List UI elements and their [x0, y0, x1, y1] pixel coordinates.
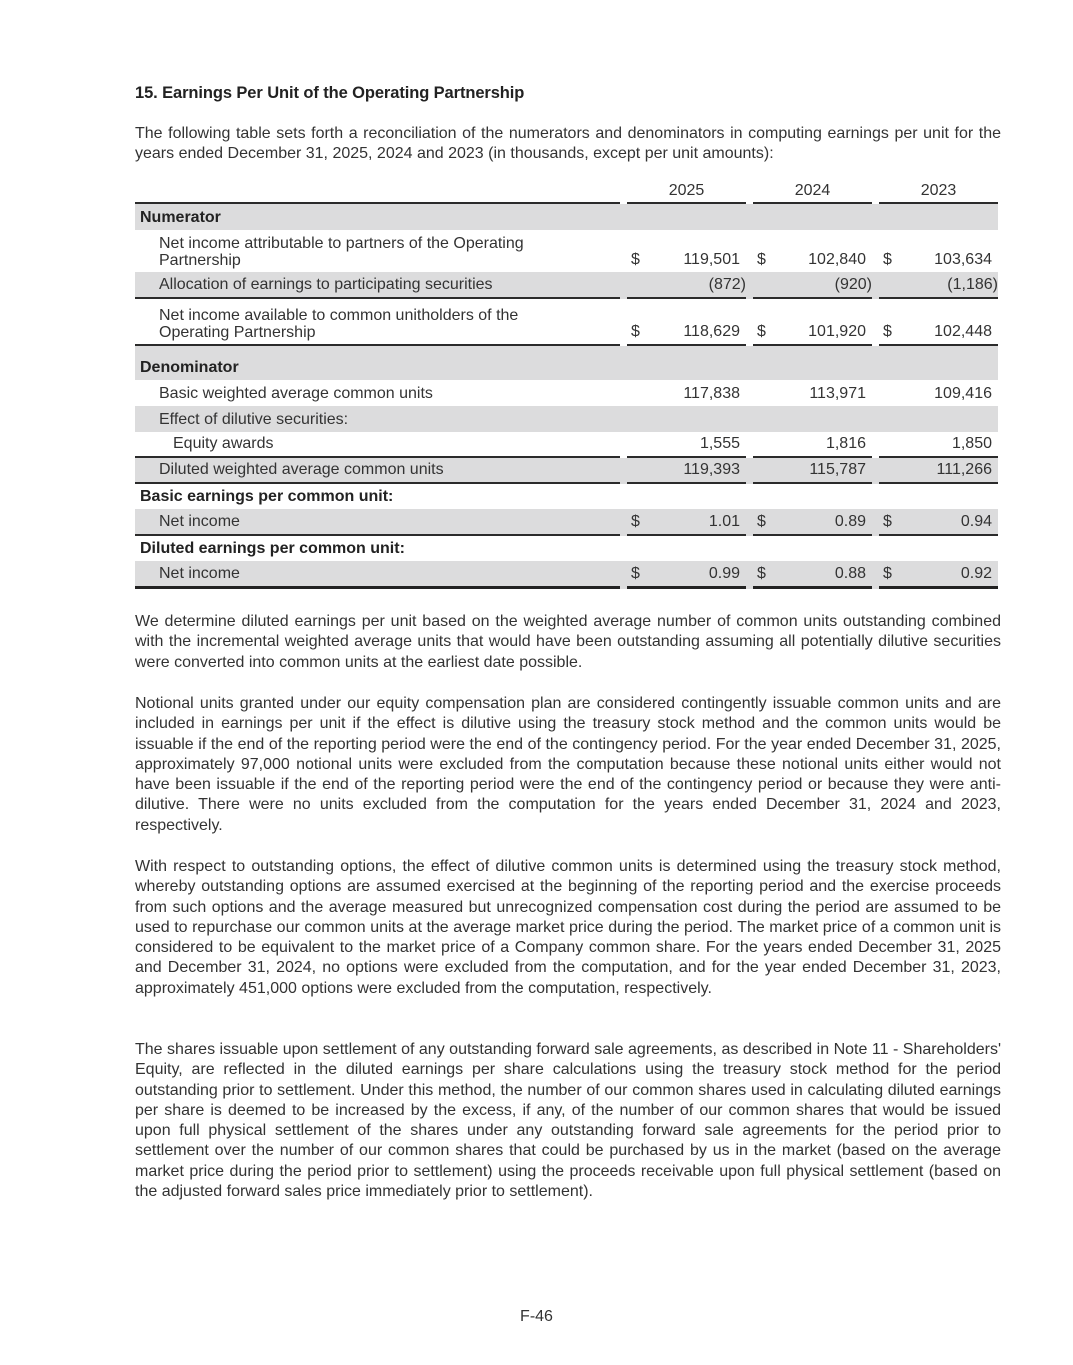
- paragraph-notional-units: Notional units granted under our equity compensation plan are considered contingently issuable common units and are included in earnings per unit if the effect is dilutive using the treasury stock method and the common units would be issuable if the end of the reporting period were the end of the contingency period. For the year ended December 31, 2025, approximately 97,000 notional units were excluded from the computation because these notional units either would not have been issuable if the end of the reporting period were the end of the contingency period or because they were anti-dilutive. There were no units excluded from the computation for the years ended December 31, 2024 and 2023, respectively.: [135, 695, 1001, 834]
- value-2023: 103,634: [934, 251, 992, 268]
- value-2025: 119,501: [683, 251, 740, 268]
- value-2023: 111,266: [936, 461, 992, 478]
- currency-symbol: $: [631, 565, 640, 582]
- table-header-row: [135, 180, 1001, 204]
- currency-symbol: $: [631, 323, 640, 340]
- column-header-2023: 2023: [879, 180, 998, 204]
- currency-symbol: $: [883, 565, 892, 582]
- row-label: Denominator: [135, 346, 620, 380]
- table-row: [135, 561, 1001, 589]
- section-row-numerator: [135, 204, 1001, 230]
- eps-reconciliation-table: [135, 180, 1001, 589]
- section-title: 15. Earnings Per Unit of the Operating Partnership: [135, 84, 525, 102]
- table-row: [135, 509, 1001, 536]
- value-2023: 1,850: [951, 435, 992, 452]
- table-row: [135, 299, 1001, 346]
- currency-symbol: $: [883, 323, 892, 340]
- table-row: [135, 432, 1001, 458]
- intro-paragraph: The following table sets forth a reconciliation of the numerators and denominators in computing earnings per unit for the years ended December 31, 2025, 2024 and 2023 (in thousands, except per unit amounts):: [135, 125, 1001, 163]
- section-row-denominator: [135, 346, 1001, 380]
- value-2025: 118,629: [683, 323, 740, 340]
- paragraph-diluted-earnings: We determine diluted earnings per unit based on the weighted average number of common units outstanding combined with the incremental weighted average units that would have been outstanding assuming all potentially dilutive securities were converted into common units at the earliest date possible.: [135, 613, 1001, 671]
- row-label: Net income: [135, 509, 620, 536]
- currency-symbol: $: [631, 513, 640, 530]
- value-2025: 117,838: [683, 385, 740, 402]
- value-2024: 0.88: [834, 565, 866, 582]
- row-label: Allocation of earnings to participating securities: [135, 272, 620, 299]
- row-label: Effect of dilutive securities:: [135, 406, 620, 432]
- paragraph-outstanding-options: With respect to outstanding options, the effect of dilutive common units is determined using the treasury stock method, whereby outstanding options are assumed exercised at the beginning of the reporting period and the exercise proceeds from such options and the average measured but unrecognized compensation cost during the period are assumed to be used to repurchase our common units at the average market price during the period. The market price of a common unit is considered to be equivalent to the market price of a Company common share. For the years ended December 31, 2025 and December 31, 2024, no options were excluded from the computation, and for the year ended December 31, 2023, approximately 451,000 options were excluded from the computation, respectively.: [135, 858, 1001, 997]
- row-label: Net income available to common unitholders of the Operating Partnership: [135, 299, 620, 346]
- column-header-2024: 2024: [753, 180, 872, 204]
- table-row: [135, 230, 1001, 272]
- section-row-basic-eps: [135, 484, 1001, 509]
- table-row: [135, 458, 1001, 484]
- value-2024: 102,840: [808, 251, 866, 268]
- value-2023: 0.92: [960, 565, 992, 582]
- section-row-diluted-eps: [135, 536, 1001, 561]
- page-number: F-46: [520, 1308, 553, 1325]
- value-2025: 1,555: [699, 435, 740, 452]
- row-label: Net income: [135, 561, 620, 589]
- currency-symbol: $: [757, 513, 766, 530]
- value-2024: 0.89: [834, 513, 866, 530]
- value-2025: 1.01: [708, 513, 740, 530]
- currency-symbol: $: [757, 251, 766, 268]
- currency-symbol: $: [631, 251, 640, 268]
- currency-symbol: $: [883, 513, 892, 530]
- subsection-row: [135, 406, 1001, 432]
- value-2025: 0.99: [708, 565, 740, 582]
- row-label: Basic earnings per common unit:: [140, 488, 394, 505]
- row-label: Net income attributable to partners of the Operating Partnership: [159, 235, 524, 269]
- value-2025: (872): [708, 276, 746, 293]
- value-2024: 101,920: [808, 323, 866, 340]
- row-label: Diluted earnings per common unit:: [140, 540, 405, 557]
- value-2024: 113,971: [809, 385, 866, 402]
- currency-symbol: $: [757, 565, 766, 582]
- row-label: Numerator: [135, 204, 620, 230]
- value-2024: 115,787: [809, 461, 866, 478]
- value-2024: 1,816: [825, 435, 866, 452]
- row-label: Equity awards: [135, 432, 620, 458]
- value-2023: 109,416: [934, 385, 992, 402]
- column-header-2025: 2025: [627, 180, 746, 204]
- table-row: [135, 380, 1001, 406]
- value-2024: (920): [834, 276, 872, 293]
- row-label: Diluted weighted average common units: [135, 458, 620, 484]
- value-2023: 102,448: [934, 323, 992, 340]
- row-label: Basic weighted average common units: [159, 385, 433, 402]
- value-2025: 119,393: [683, 461, 740, 478]
- currency-symbol: $: [757, 323, 766, 340]
- paragraph-forward-sale-agreements: The shares issuable upon settlement of any outstanding forward sale agreements, as described in Note 11 - Shareholders' Equity, are reflected in the diluted earnings per share calculations using the treasury stock method for the period outstanding prior to settlement. Under this method, the number of our common shares used in calculating diluted earnings per share is deemed to be increased by the excess, if any, of the number of our common shares that would be issued upon full physical settlement of the shares under any outstanding forward sale agreements for the period prior to settlement over the number of our common shares that could be purchased by us in the market (based on the average market price during the period prior to settlement) using the proceeds receivable upon full physical settlement (based on the adjusted forward sales price immediately prior to settlement).: [135, 1041, 1001, 1201]
- table-row: [135, 272, 1001, 299]
- currency-symbol: $: [883, 251, 892, 268]
- value-2023: (1,186): [947, 276, 998, 293]
- value-2023: 0.94: [960, 513, 992, 530]
